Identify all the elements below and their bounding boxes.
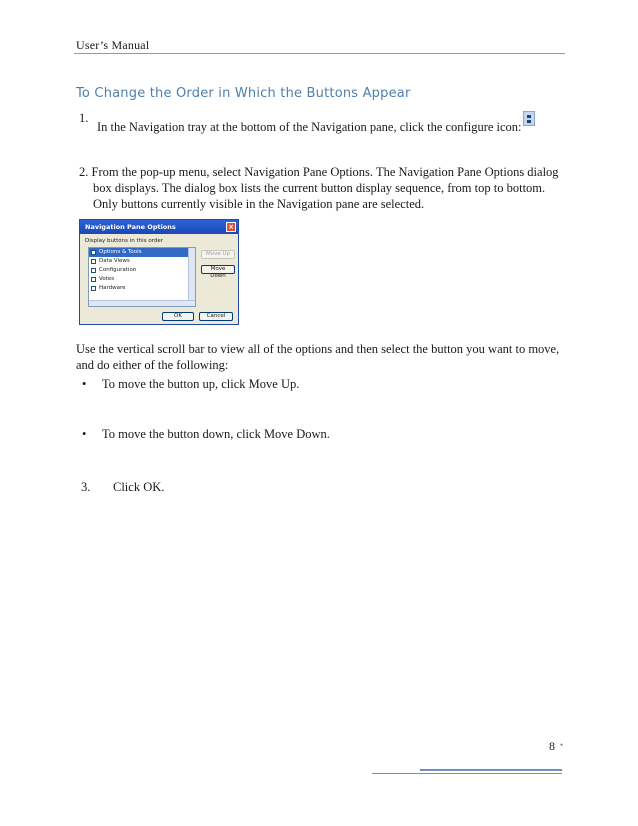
bullet-text: To move the button up, click Move Up.: [102, 377, 300, 391]
checkbox-icon: [91, 286, 96, 291]
ok-button: OK: [162, 312, 194, 321]
dialog-list-label: Display buttons in this order: [85, 238, 163, 244]
list-item-label: Configuration: [99, 267, 137, 273]
list-item-label: Hardware: [99, 285, 126, 291]
step1-number: 1.: [79, 111, 89, 125]
page-number-dot: •: [560, 740, 564, 750]
dialog-title-bar: [80, 220, 238, 234]
step1-text: In the Navigation tray at the bottom of the Navigation pane, click the configure icon:: [97, 120, 522, 134]
footer-rule-bottom: [372, 773, 562, 774]
dialog-title: Navigation Pane Options: [85, 223, 176, 231]
horizontal-scrollbar: [89, 300, 195, 306]
checkbox-icon: [91, 259, 96, 264]
step3-text: Click OK.: [113, 480, 165, 494]
bullet-move-up: [82, 377, 299, 392]
bullet-mark: •: [82, 427, 87, 441]
step2-line3: Only buttons currently visible in the Navigation pane are selected.: [93, 197, 425, 211]
dialog-screenshot: [79, 219, 239, 325]
list-item: [89, 257, 195, 266]
bullet-move-down: [82, 427, 330, 442]
section-title: To Change the Order in Which the Buttons Appear: [76, 86, 411, 101]
move-down-button: Move Down: [201, 265, 235, 274]
step3: [81, 480, 164, 495]
page-number: 8: [549, 739, 555, 753]
move-up-button: Move Up: [201, 250, 235, 259]
checkbox-icon: [91, 277, 96, 282]
step2-line2: box displays. The dialog box lists the current button display sequence, from top to bottom.: [93, 181, 546, 195]
configure-icon-up-mark: [527, 115, 531, 118]
instruction-paragraph: Use the vertical scroll bar to view all of the options and then select the button you want to move, and do either of the following:: [76, 342, 560, 372]
step2-line1: 2. From the pop-up menu, select Navigation Pane Options. The Navigation Pane Options dialog: [79, 165, 559, 179]
checkbox-icon: [91, 250, 96, 255]
bullet-text: To move the button down, click Move Down.: [102, 427, 330, 441]
bullet-mark: •: [82, 377, 87, 391]
footer-rule-top: [420, 769, 562, 771]
vertical-scrollbar: [188, 248, 195, 306]
list-item-label: Votes: [99, 276, 115, 282]
close-icon: ×: [226, 222, 236, 232]
checkbox-icon: [91, 268, 96, 273]
header-rule: [74, 53, 565, 54]
header-label: User’s Manual: [76, 38, 150, 52]
step2-paragraph: [79, 164, 565, 212]
dialog-button-list: [88, 247, 196, 307]
list-item: [89, 266, 195, 275]
list-item: [89, 248, 195, 257]
configure-icon: [523, 111, 535, 126]
cancel-button: Cancel: [199, 312, 233, 321]
list-item-label: Options & Tools: [99, 249, 142, 255]
configure-icon-down-mark: [527, 120, 531, 123]
list-item: [89, 275, 195, 284]
list-item: [89, 284, 195, 293]
step3-number: 3.: [81, 480, 91, 494]
list-item-label: Data Views: [99, 258, 130, 264]
